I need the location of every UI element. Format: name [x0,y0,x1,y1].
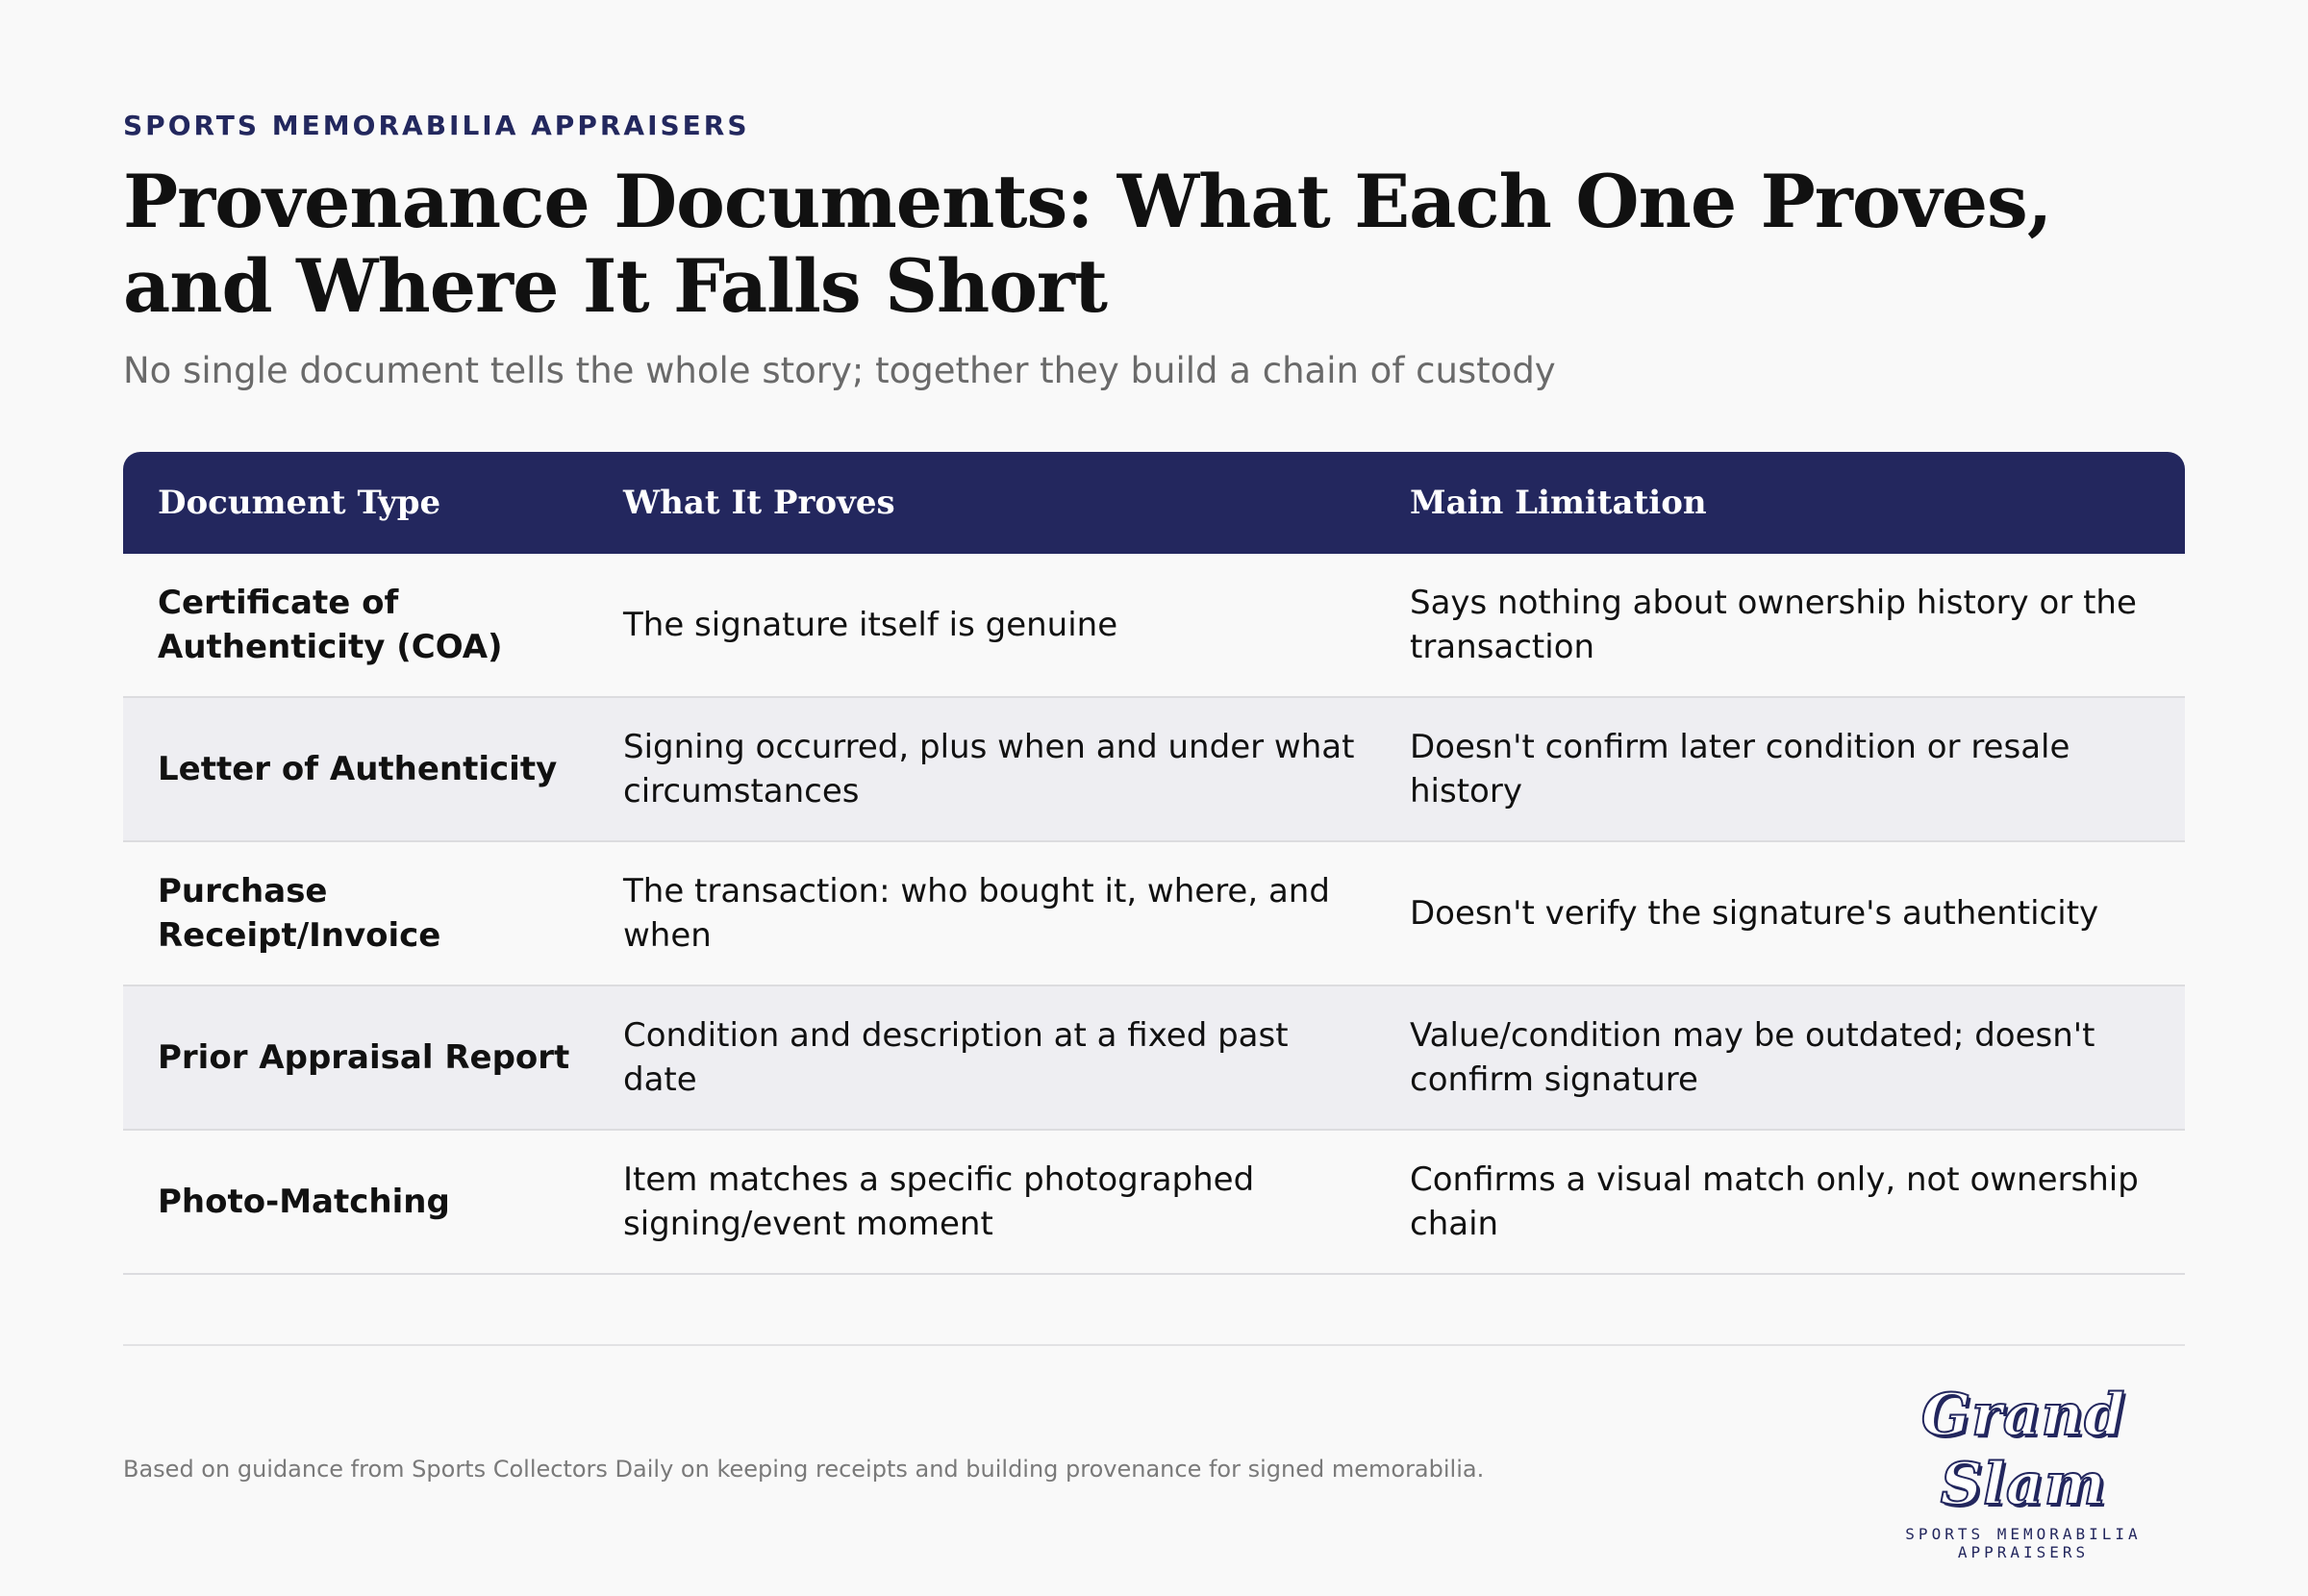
document-type-cell: Letter of Authenticity [158,750,558,788]
column-header-what-it-proves: What It Proves [623,484,895,522]
proves-cell: Item matches a specific photographed signing/event moment [623,1160,1255,1243]
proves-cell: Condition and description at a fixed past date [623,1016,1289,1099]
table-row [123,842,2185,986]
page [123,0,2185,1596]
table-row [123,698,2185,842]
document-type-cell: Purchase Receipt/Invoice [158,872,441,955]
provenance-table [123,452,2185,1275]
limitation-cell: Doesn't confirm later condition or resale history [1410,728,2070,810]
proves-cell: The transaction: who bought it, where, and when [623,872,1330,955]
proves-cell: Signing occurred, plus when and under what circumstances [623,728,1355,810]
table-row [123,1131,2185,1275]
column-header-document-type: Document Type [158,484,441,522]
proves-cell: The signature itself is genuine [623,606,1118,644]
limitation-cell: Value/condition may be outdated; doesn't confirm signature [1410,1016,2095,1099]
logo-tagline: SPORTS MEMORABILIA APPRAISERS [1905,1525,2142,1561]
table-row [123,986,2185,1131]
limitation-cell: Doesn't verify the signature's authenticity [1410,894,2099,933]
page-subtitle: No single document tells the whole story; together they build a chain of custody [123,350,1556,391]
grand-slam-logo [1869,1381,2177,1561]
footer-divider [123,1344,2185,1346]
document-type-cell: Prior Appraisal Report [158,1038,570,1077]
source-note: Based on guidance from Sports Collectors Daily on keeping receipts and building provenance for signed memorabilia. [123,1456,1485,1483]
limitation-cell: Confirms a visual match only, not ownership chain [1410,1160,2139,1243]
logo-wordmark: Grand Slam [1920,1382,2126,1518]
column-header-main-limitation: Main Limitation [1410,484,1707,522]
document-type-cell: Certificate of Authenticity (COA) [158,584,503,666]
page-title: Provenance Documents: What Each One Proves, and Where It Falls Short [123,159,2052,329]
table-row [123,554,2185,698]
table-header [123,452,2185,554]
limitation-cell: Says nothing about ownership history or the transaction [1410,584,2137,666]
document-type-cell: Photo-Matching [158,1183,450,1221]
eyebrow: SPORTS MEMORABILIA APPRAISERS [123,110,750,141]
